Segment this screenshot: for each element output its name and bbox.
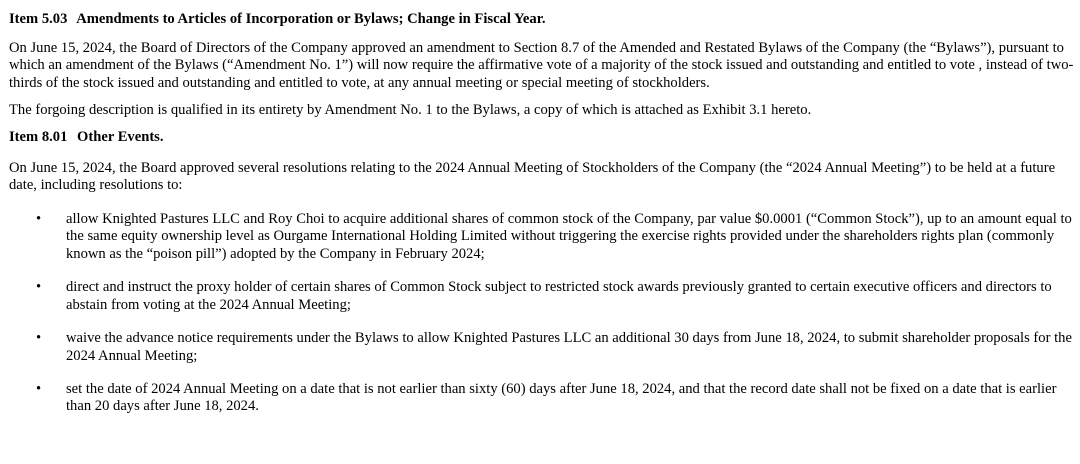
list-item <box>9 330 1075 365</box>
item-8-01-number: Item 8.01 <box>9 128 68 145</box>
list-item-text: allow Knighted Pastures LLC and Roy Choi to acquire additional shares of common stock of the Company, par value $0.0001 (“Common Stock”), up to an amount equal to the same equity ownership level as Ourgame International Holding Limited without triggering the exercise rights provided under the shareholders rights plan (commonly known as the “poison pill”) adopted by the Company in February 2024; <box>66 210 1072 262</box>
item-8-01-title: Other Events. <box>77 128 164 145</box>
amendment-paragraph: On June 15, 2024, the Board of Directors of the Company approved an amendment to Section 8.7 of the Amended and Restated Bylaws of the Company (the “Bylaws”), pursuant to which an amendment of the Bylaws (“Amendment No. 1”) will now require the affirmative vote of a majority of the stock issued and outstanding and entitled to vote , instead of two-thirds of the stock issued and outstanding and entitled to vote, at any annual meeting or special meeting of stockholders. <box>9 39 1074 91</box>
bullet-icon: • <box>36 279 42 296</box>
qualification-paragraph: The forgoing description is qualified in its entirety by Amendment No. 1 to the Bylaws, a copy of which is attached as Exhibit 3.1 hereto. <box>9 102 812 119</box>
item-5-03-heading <box>9 11 1075 29</box>
item-5-03-title: Amendments to Articles of Incorporation or Bylaws; Change in Fiscal Year. <box>76 11 546 27</box>
bullet-icon: • <box>36 210 42 227</box>
item-8-01-heading <box>9 129 1075 147</box>
list-item <box>9 211 1075 264</box>
item-5-03-number: Item 5.03 <box>9 11 68 27</box>
list-item-text: set the date of 2024 Annual Meeting on a date that is not earlier than sixty (60) days after June 18, 2024, and that the record date shall not be fixed on a date that is earlier than 20 days after June 18, 2024. <box>66 380 1057 415</box>
bullet-icon: • <box>36 329 42 346</box>
list-item <box>9 279 1075 314</box>
bullet-icon: • <box>36 380 42 397</box>
list-item <box>9 381 1075 416</box>
resolutions-list <box>9 211 1075 416</box>
list-item-text: waive the advance notice requirements under the Bylaws to allow Knighted Pastures LLC an additional 30 days from June 18, 2024, to submit shareholder proposals for the 2024 Annual Meeting; <box>66 329 1072 364</box>
list-item-text: direct and instruct the proxy holder of certain shares of Common Stock subject to restricted stock awards previously granted to certain executive officers and directors to abstain from voting at the 2024 Annual Meeting; <box>66 279 1052 313</box>
document-page <box>9 11 1075 431</box>
resolutions-paragraph: On June 15, 2024, the Board approved several resolutions relating to the 2024 Annual Meeting of Stockholders of the Company (the “2024 Annual Meeting”) to be held at a future date, including resolutions to: <box>9 159 1056 194</box>
